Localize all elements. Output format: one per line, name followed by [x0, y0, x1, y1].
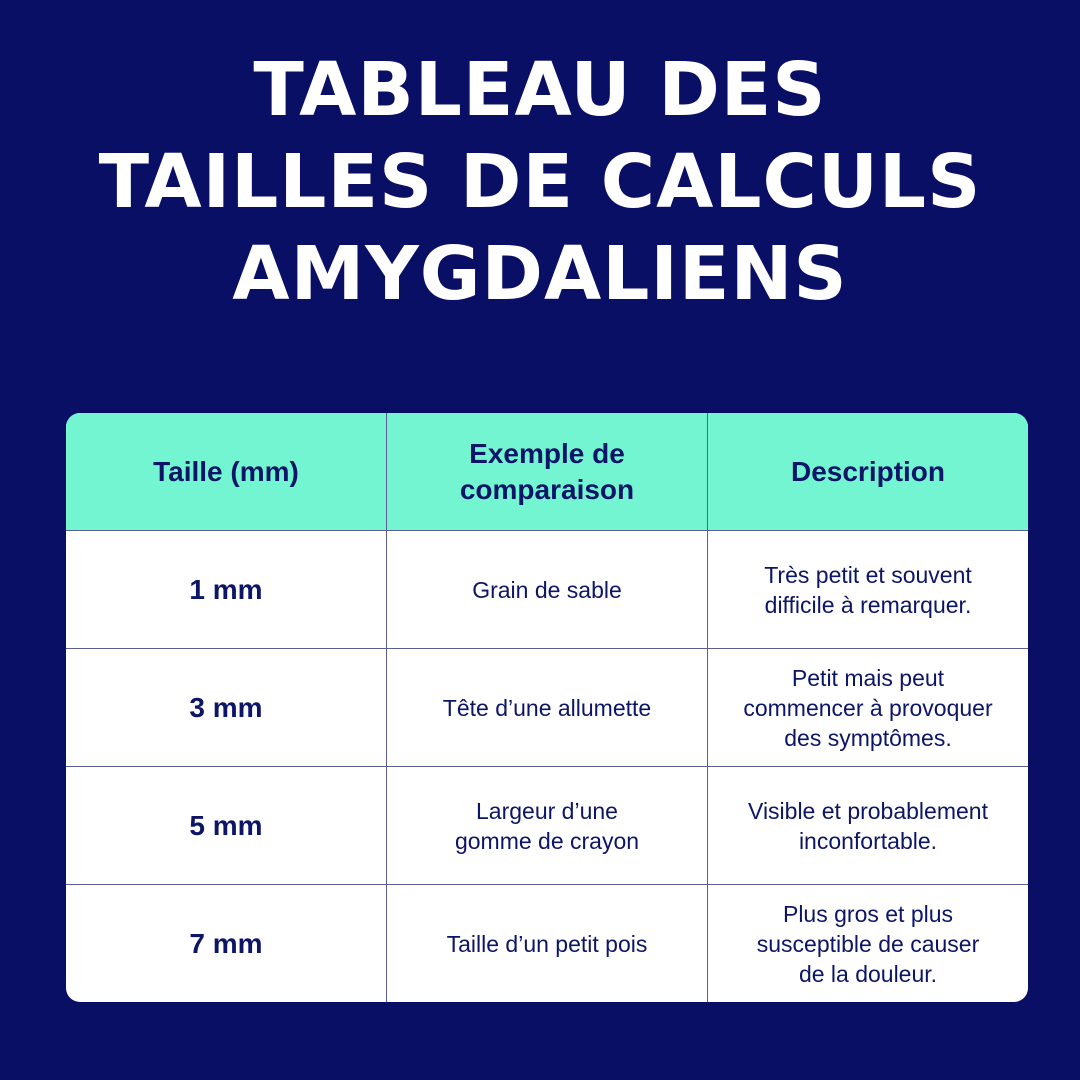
example-cell: Taille d’un petit pois — [386, 885, 707, 1002]
header-size: Taille (mm) — [153, 455, 299, 487]
example-cell: Tête d’une allumette — [386, 649, 707, 766]
title-line-3: AMYGDALIENS — [232, 231, 848, 317]
description-cell: Visible et probablement inconfortable. — [707, 767, 1028, 884]
table-row — [66, 766, 1028, 884]
page-title — [0, 44, 1080, 320]
table-row — [66, 884, 1028, 1002]
table-row — [66, 530, 1028, 648]
table-row — [66, 648, 1028, 766]
size-cell: 5 mm — [189, 809, 263, 841]
table-header-row — [66, 413, 1028, 530]
description-cell: Petit mais peut commencer à provoquer des symptômes. — [707, 649, 1028, 766]
size-cell: 3 mm — [189, 691, 263, 723]
header-example: Exemple de comparaison — [386, 413, 707, 530]
title-line-2: TAILLES DE CALCULS — [98, 139, 982, 225]
size-cell: 1 mm — [189, 573, 263, 605]
size-table — [66, 413, 1028, 1002]
header-description: Description — [707, 413, 1028, 530]
description-cell: Plus gros et plus susceptible de causer de la douleur. — [707, 885, 1028, 1002]
title-line-1: TABLEAU DES — [253, 47, 827, 133]
size-cell: 7 mm — [189, 927, 263, 959]
example-cell: Grain de sable — [386, 531, 707, 648]
description-cell: Très petit et souvent difficile à remarquer. — [707, 531, 1028, 648]
example-cell: Largeur d’une gomme de crayon — [386, 767, 707, 884]
